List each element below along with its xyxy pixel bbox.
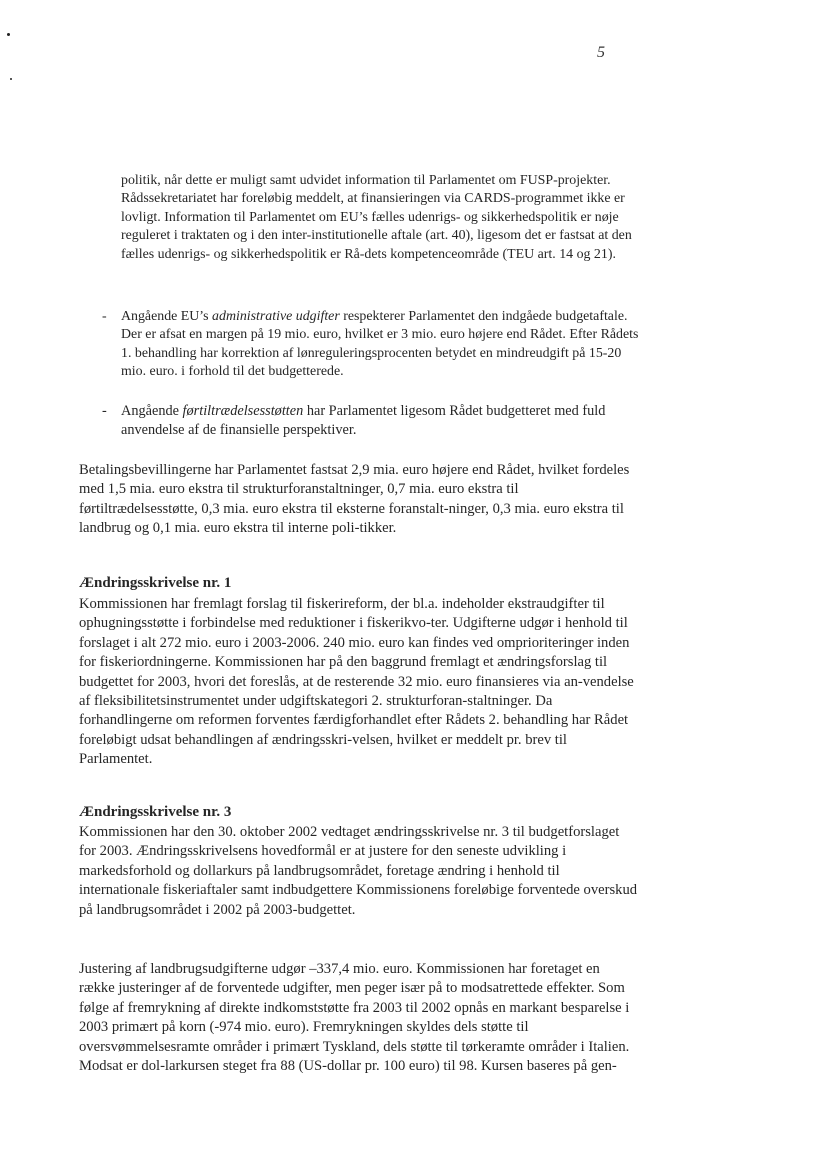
- section-text-amending-letter-3: Kommissionen har den 30. oktober 2002 vedtaget ændringsskrivelse nr. 3 til budgetforslaget for 2003. Ændringsskrivelsens hovedformål er at justere for den seneste udvikling i markedsforhold og dollarkurs på landbrugsområdet, foretage ændring i henhold til internationale fiskeriaftaler samt indbudgettere Kommissionens foreløbige forventede overskud på landbrugsområdet i 2002 på 2003-budgettet.: [79, 824, 638, 918]
- bullet-text-after: respekterer Parlamentet den indgåede budgetaftale. Der er afsat en margen på 19 mio. euro, hvilket er 3 mio. euro højere end Rådet. Efter Rådets 1. behandling har korrektion af lønreguleringsprocenten betydet en mindreudgift på 15-20 mio. euro. i forhold til det budgetterede.: [121, 309, 639, 380]
- section-heading-amending-letter-3: Ændringsskrivelse nr. 3: [79, 804, 232, 820]
- agriculture-adjustment-paragraph: Justering af landbrugsudgifterne udgør –337,4 mio. euro. Kommissionen har foretaget en række justeringer af de forventede udgifter, men peger især på to modsatrettede effekter. Som følge af fremrykning af direkte indkomststøtte fra 2003 til 2002 opnås en markant besparelse i 2003 primært på korn (-974 mio. euro). Fremrykningen skyldes dels støtte til oversvømmelsesramte områder i primært Tyskland, dels støtte til tørkeramte områder i Italien. Modsat er dol-larkursen steget fra 88 (US-dollar pr. 100 euro) til 98. Kursen baseres på gen-: [79, 961, 630, 1075]
- bullet-administrative-expenses: [102, 308, 642, 382]
- payment-appropriations-paragraph: Betalingsbevillingerne har Parlamentet fastsat 2,9 mia. euro højere end Rådet, hvilket fordeles med 1,5 mia. euro ekstra til strukturforanstaltninger, 0,7 mia. euro ekstra til førtiltrædelsesstøtte, 0,3 mia. euro ekstra til eksterne foranstalt-ninger, 0,3 mia. euro ekstra til landbrug og 0,1 mia. euro ekstra til interne poli-tikker.: [79, 462, 630, 537]
- section-heading-amending-letter-1: Ændringsskrivelse nr. 1: [79, 575, 232, 591]
- bullet-emphasis: administrative udgifter: [212, 309, 340, 324]
- scan-mark: [7, 33, 10, 36]
- bullet-text-before: Angående EU’s: [121, 309, 213, 324]
- section-text-amending-letter-1: Kommissionen har fremlagt forslag til fiskerireform, der bl.a. indeholder ekstraudgifter til ophugningsstøtte i forbindelse med reduktioner i fiskerikvo-ter. Udgifterne udgør i henhold til forslaget i alt 272 mio. euro i 2003-2006. 240 mio. euro kan findes ved omprioriteringer inden for fiskeriordningerne. Kommissionen har på den baggrund fremlagt et ændringsforslag til budgettet for 2003, hvori det foreslås, at de resterende 32 mio. euro finansieres via an-vendelse af fleksibilitetsinstrumentet under udgiftskategori 2. strukturforan-staltninger. Da forhandlingerne om reformen forventes færdigforhandlet efter Rådets 2. behandling har Rådet foreløbigt udsat behandlingen af ændringsskri-velsen, hvilket er meddelt pr. brev til Parlamentet.: [79, 596, 634, 768]
- bullet-dash: -: [102, 309, 107, 324]
- bullet-text: [121, 308, 642, 382]
- bullet-text-before: Angående: [121, 403, 183, 419]
- scan-mark: [10, 78, 12, 80]
- bullet-dash: -: [102, 403, 107, 419]
- bullet-text: [121, 402, 642, 440]
- bullet-text-after: har Parlamentet ligesom Rådet budgetteret med fuld anvendelse af de finansielle perspektiver.: [121, 403, 606, 438]
- intro-paragraph: politik, når dette er muligt samt udvidet information til Parlamentet om FUSP-projekter. Rådssekretariatet har foreløbig meddelt, at finansieringen via CARDS-programmet ikke er lovligt. Information til Parlamentet om EU’s fælles udenrigs- og sikkerhedspolitik er nøje reguleret i traktaten og i den inter-institutionelle aftale (art. 40), ligesom det er fastsat at den fælles udenrigs- og sikkerhedspolitik er Rå-dets kompetenceområde (TEU art. 14 og 21).: [121, 173, 632, 262]
- page-number: 5: [597, 44, 605, 61]
- bullet-pre-accession-aid: [102, 402, 642, 440]
- bullet-emphasis: førtiltrædelsesstøtten: [182, 403, 304, 419]
